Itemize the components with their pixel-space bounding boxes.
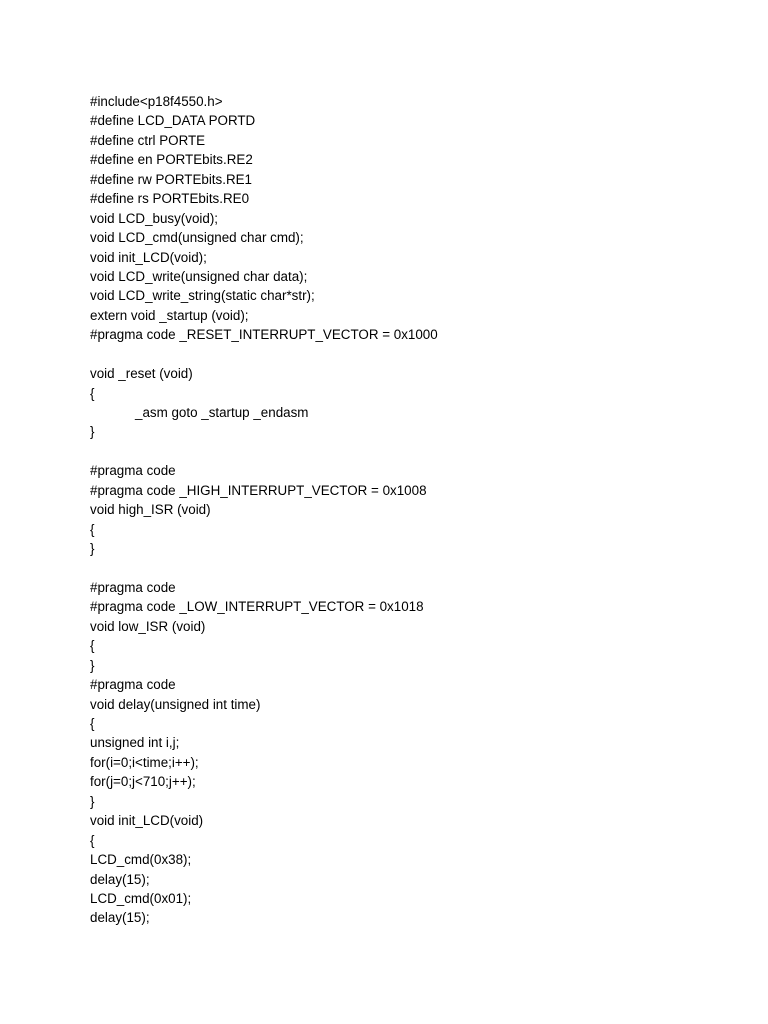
code-line-pragma-code: #pragma code — [90, 677, 176, 693]
code-line-extern-startup: extern void _startup (void); — [90, 307, 249, 323]
code-line-open-brace: { — [90, 832, 95, 848]
code-line-init-lcd-func: void init_LCD(void) — [90, 813, 204, 829]
code-line-open-brace: { — [90, 385, 95, 401]
code-line-blank — [90, 559, 730, 578]
code-line-close-brace: } — [90, 541, 95, 557]
code-line-for-i: for(i=0;i<time;i++); — [90, 754, 199, 770]
code-line-high-isr-func: void high_ISR (void) — [90, 502, 211, 518]
code-line-include: #include<p18f4550.h> — [90, 94, 223, 109]
code-line-lcd-cmd-01: LCD_cmd(0x01); — [90, 890, 192, 906]
code-line-open-brace: { — [90, 521, 95, 537]
code-line-open-brace: { — [90, 716, 95, 731]
code-line-pragma-code: #pragma code — [90, 579, 176, 595]
code-line-proto-lcd-write: void LCD_write(unsigned char data); — [90, 268, 308, 284]
code-line-delay-func: void delay(unsigned int time) — [90, 696, 261, 712]
code-listing — [90, 92, 730, 928]
code-line-define-rw: #define rw PORTEbits.RE1 — [90, 171, 252, 187]
code-line-for-j: for(j=0;j<710;j++); — [90, 774, 196, 790]
code-line-define-lcd-data: #define LCD_DATA PORTD — [90, 113, 256, 129]
code-line-low-isr-func: void low_ISR (void) — [90, 618, 206, 634]
code-line-pragma-high-vector: #pragma code _HIGH_INTERRUPT_VECTOR = 0x1008 — [90, 482, 427, 498]
code-line-lcd-cmd-38: LCD_cmd(0x38); — [90, 852, 192, 868]
code-line-reset-func: void _reset (void) — [90, 366, 193, 382]
code-line-asm-goto: _asm goto _startup _endasm — [135, 405, 309, 420]
code-line-proto-lcd-busy: void LCD_busy(void); — [90, 210, 219, 226]
code-line-close-brace: } — [90, 424, 95, 440]
code-line-delay-15: delay(15); — [90, 871, 150, 887]
code-line-pragma-low-vector: #pragma code _LOW_INTERRUPT_VECTOR = 0x1018 — [90, 599, 424, 615]
code-line-pragma-code: #pragma code — [90, 463, 176, 479]
code-line-var-decl: unsigned int i,j; — [90, 735, 180, 751]
code-line-pragma-reset-vector: #pragma code _RESET_INTERRUPT_VECTOR = 0x1000 — [90, 327, 438, 343]
code-line-proto-lcd-write-string: void LCD_write_string(static char*str); — [90, 288, 315, 304]
code-line-define-ctrl: #define ctrl PORTE — [90, 132, 206, 148]
code-line-define-en: #define en PORTEbits.RE2 — [90, 152, 253, 168]
code-line-define-rs: #define rs PORTEbits.RE0 — [90, 191, 250, 207]
code-line-delay-15: delay(15); — [90, 910, 150, 926]
code-line-close-brace: } — [90, 657, 95, 673]
code-line-blank — [90, 442, 730, 461]
code-line-proto-init-lcd: void init_LCD(void); — [90, 249, 207, 265]
code-line-proto-lcd-cmd: void LCD_cmd(unsigned char cmd); — [90, 230, 304, 246]
code-line-close-brace: } — [90, 793, 95, 809]
code-line-open-brace: { — [90, 638, 95, 654]
code-line-blank — [90, 345, 730, 364]
